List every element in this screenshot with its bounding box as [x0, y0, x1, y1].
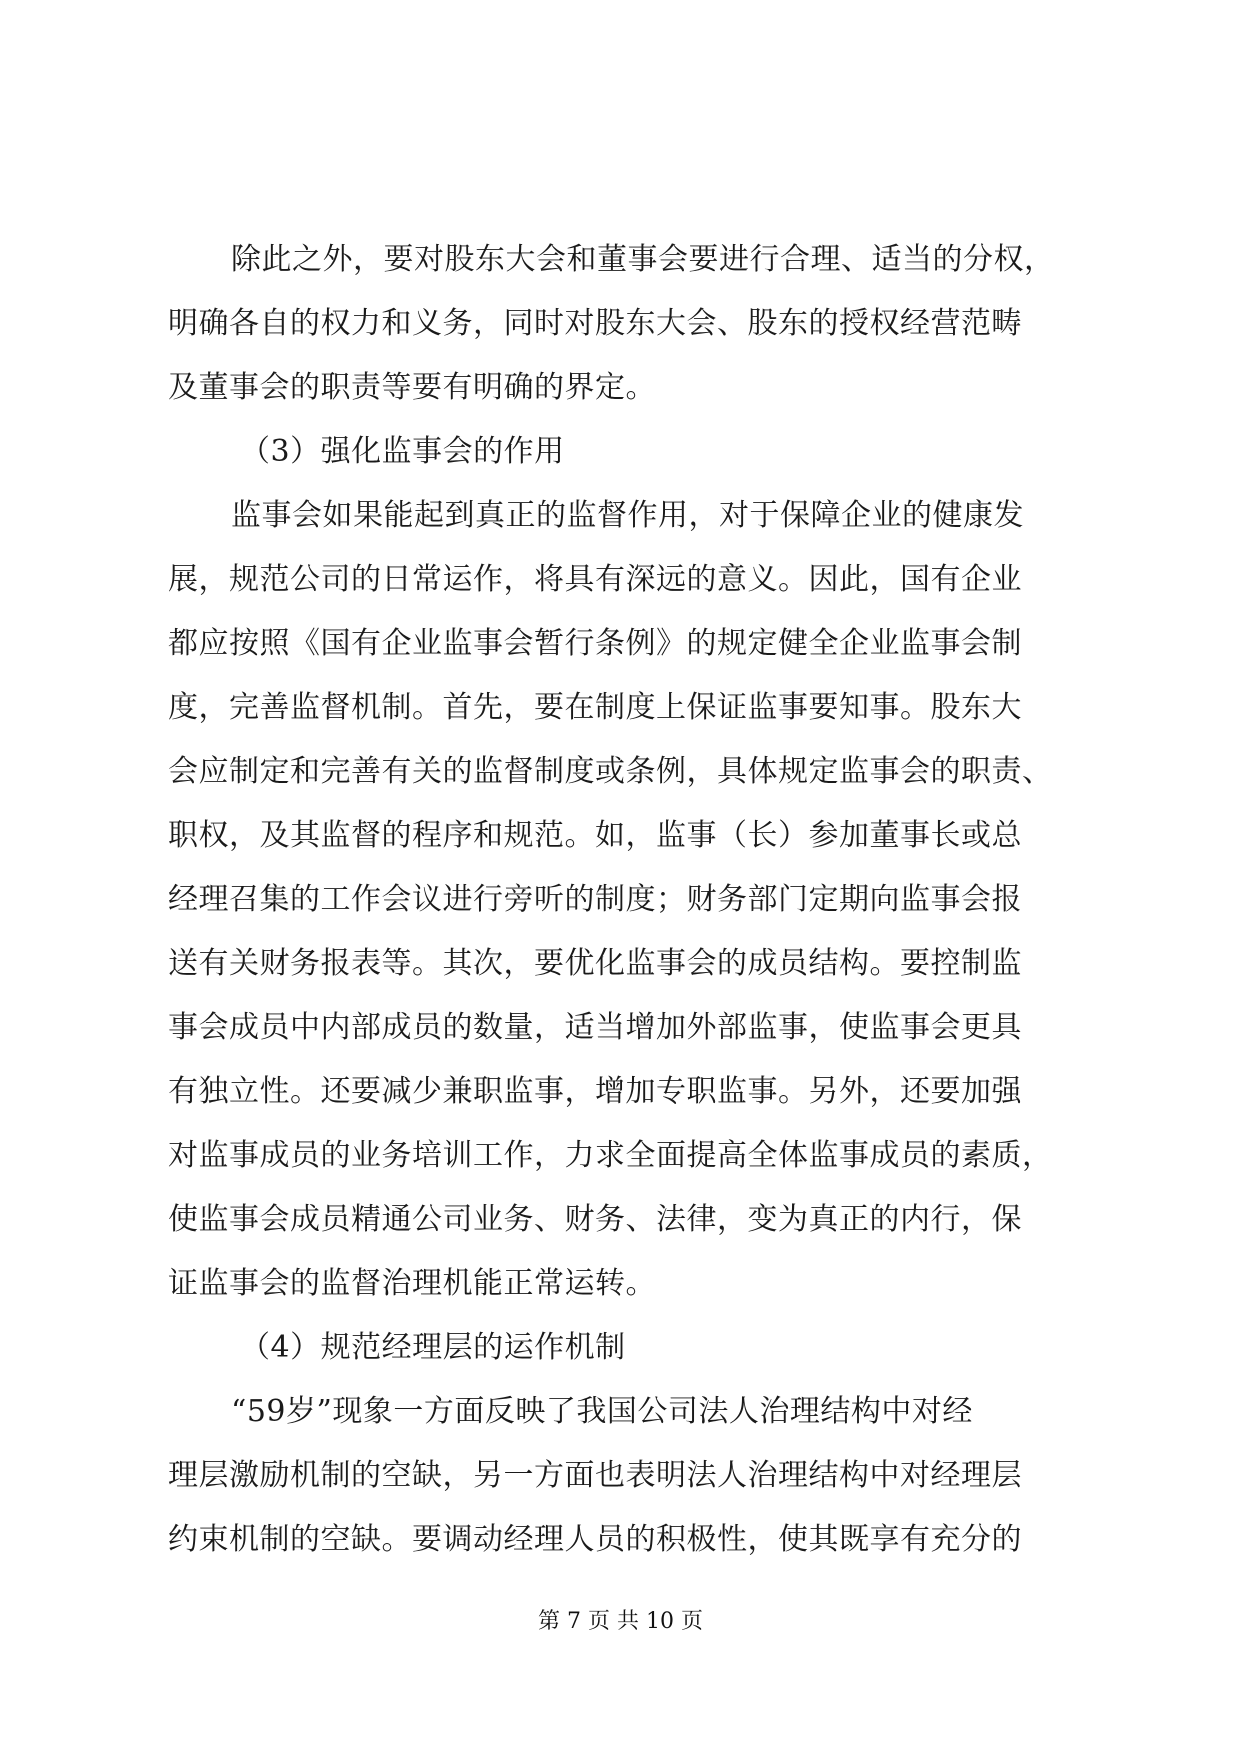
body-text — [168, 228, 1088, 1572]
paragraph-line: 对监事成员的业务培训工作，力求全面提高全体监事成员的素质， — [168, 1138, 1053, 1173]
paragraph-line: 送有关财务报表等。其次，要优化监事会的成员结构。要控制监 — [168, 946, 1022, 981]
paragraph-line: 明确各自的权力和义务，同时对股东大会、股东的授权经营范畴 — [168, 306, 1022, 341]
section-heading-4: （4）规范经理层的运作机制 — [240, 1330, 626, 1365]
paragraph-line: 及董事会的职责等要有明确的界定。 — [168, 370, 656, 405]
paragraph-line: 有独立性。还要减少兼职监事，增加专职监事。另外，还要加强 — [168, 1074, 1022, 1109]
paragraph-line: 度，完善监督机制。首先，要在制度上保证监事要知事。股东大 — [168, 690, 1022, 725]
paragraph-line: 展，规范公司的日常运作，将具有深远的意义。因此，国有企业 — [168, 562, 1022, 597]
paragraph-line: 事会成员中内部成员的数量，适当增加外部监事，使监事会更具 — [168, 1010, 1022, 1045]
paragraph-line: “59岁”现象一方面反映了我国公司法人治理结构中对经 — [231, 1394, 973, 1429]
paragraph-line: 证监事会的监督治理机能正常运转。 — [168, 1266, 656, 1301]
paragraph-line: 都应按照《国有企业监事会暂行条例》的规定健全企业监事会制 — [168, 626, 1022, 661]
paragraph-line: 约束机制的空缺。要调动经理人员的积极性，使其既享有充分的 — [168, 1522, 1022, 1557]
paragraph-line: 理层激励机制的空缺，另一方面也表明法人治理结构中对经理层 — [168, 1458, 1022, 1493]
paragraph-line: 经理召集的工作会议进行旁听的制度；财务部门定期向监事会报 — [168, 882, 1022, 917]
paragraph-line: 会应制定和完善有关的监督制度或条例，具体规定监事会的职责、 — [168, 754, 1053, 789]
paragraph-line: 使监事会成员精通公司业务、财务、法律，变为真正的内行，保 — [168, 1202, 1022, 1237]
paragraph-line: 职权，及其监督的程序和规范。如，监事（长）参加董事长或总 — [168, 818, 1022, 853]
paragraph-line: 监事会如果能起到真正的监督作用，对于保障企业的健康发 — [231, 498, 1024, 533]
section-heading-3: （3）强化监事会的作用 — [240, 434, 565, 469]
page-number-footer: 第 7 页 共 10 页 — [538, 1609, 703, 1634]
paragraph-line: 除此之外，要对股东大会和董事会要进行合理、适当的分权， — [231, 242, 1055, 277]
